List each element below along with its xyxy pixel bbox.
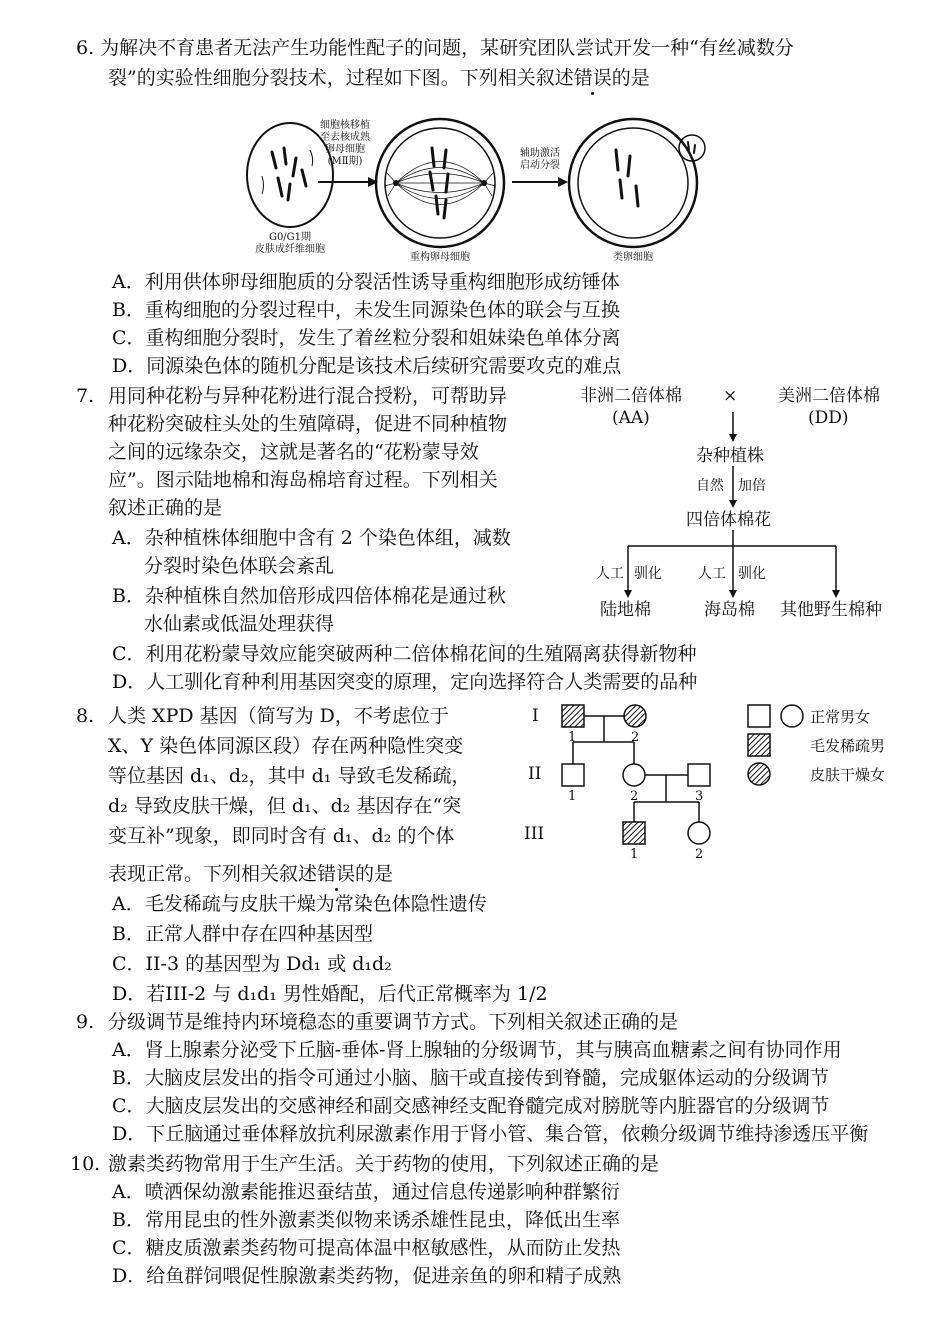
q6-cell1-label — [244, 232, 336, 256]
q8-ii-1-number: 1 — [568, 789, 577, 804]
q7-stem-line1: 用同种花粉与异种花粉进行混合授粉，可帮助异 — [108, 385, 508, 407]
q7-option-d: D．人工驯化育种利用基因突变的原理，定向选择符合人类需要的品种 — [112, 671, 698, 693]
q9-option-b: B．大脑皮层发出的指令可通过小脑、脑干或直接传到脊髓，完成躯体运动的分级调节 — [112, 1067, 829, 1089]
q7-stem-line4: 应”。图示陆地棉和海岛棉培育过程。下列相关 — [108, 469, 498, 491]
q7-parent1-genotype: (AA) — [612, 408, 650, 428]
q7-stem-line2: 种花粉突破柱头处的生殖障碍，促进不同种植物 — [108, 413, 508, 435]
q7-option-c: C．利用花粉蒙导效应能突破两种二倍体棉花间的生殖隔离获得新物种 — [112, 643, 697, 665]
q7-option-b-line2: 水仙素或低温处理获得 — [144, 613, 335, 635]
q9-option-c: C．大脑皮层发出的交感神经和副交感神经支配脊髓完成对膀胱等内脏器官的分级调节 — [112, 1095, 830, 1117]
q8-stem-line4: d₂ 导致皮肤干燥，但 d₁、d₂ 基因存在“突 — [108, 795, 462, 817]
q8-stem-line5: 变互补”现象，即同时含有 d₁、d₂ 的个体 — [108, 825, 455, 847]
q8-option-a: A．毛发稀疏与皮肤干燥为常染色体隐性遗传 — [112, 893, 487, 915]
q7-stem-line3: 之间的远缘杂交，这就是著名的“花粉蒙导效 — [108, 441, 479, 463]
q7-hybrid: 杂种植株 — [696, 446, 764, 466]
q8-number: 8. — [76, 705, 95, 727]
q8-stem-line6b: 的是 — [355, 863, 394, 885]
q8-ii-3-number: 3 — [695, 789, 704, 804]
q7-option-b-line1: B．杂种植株自然加倍形成四倍体棉花是通过秋 — [112, 585, 506, 607]
q6-option-d: D．同源染色体的随机分配是该技术后续研究需要攻克的难点 — [112, 355, 622, 377]
q7-output-sea-island-cotton: 海岛棉 — [704, 600, 755, 620]
q9-option-a: A．肾上腺素分泌受下丘脑-垂体-肾上腺轴的分级调节，其与胰高血糖素之间有协同作用 — [112, 1039, 842, 1061]
q8-iii-1-number: 1 — [630, 847, 639, 862]
q8-i-2-number: 2 — [631, 730, 640, 745]
q8-legend-sparse-hair-male: 毛发稀疏男 — [810, 737, 886, 755]
q6-step2-line2: 启动分裂 — [520, 160, 560, 171]
q8-iii-2-number: 2 — [695, 847, 704, 862]
q8-emphasis-1: 错误 — [317, 863, 356, 885]
q8-ii-2-number: 2 — [630, 789, 639, 804]
q6-step2-label — [508, 148, 572, 172]
q8-i-1-number: 1 — [568, 730, 577, 745]
q7-parent2: 美洲二倍体棉 — [778, 386, 880, 406]
q10-option-d: D．给鱼群饲喂促性腺激素类药物，促进亲鱼的卵和精子成熟 — [112, 1265, 622, 1287]
q10-number: 10. — [70, 1153, 101, 1175]
q7-parent1: 非洲二倍体棉 — [580, 386, 682, 406]
q7-domestication2-a: 人工 — [698, 566, 726, 582]
q8-stem-line2: X、Y 染色体同源区段）存在两种隐性突变 — [108, 735, 464, 757]
q8-legend-normal: 正常男女 — [810, 708, 871, 726]
q7-option-a-line2: 分裂时染色体联会紊乱 — [144, 555, 335, 577]
q7-doubling-label1: 自然 — [696, 478, 724, 494]
q6-cell1-line2: 皮肤成纤维细胞 — [255, 244, 325, 255]
q8-option-c: C．II-3 的基因型为 Dd₁ 或 d₁d₂ — [112, 953, 392, 975]
q10-stem: 激素类药物常用于生产生活。关于药物的使用，下列叙述正确的是 — [108, 1153, 660, 1175]
q7-cross-symbol: × — [723, 386, 738, 406]
q6-cell3-label: 类卵细胞 — [613, 252, 653, 263]
q6-stem-line1: 6. 为解决不育患者无法产生功能性配子的问题，某研究团队尝试开发一种“有丝减数分 — [76, 37, 794, 59]
q6-step1-line3: 卵母细胞 — [325, 144, 365, 155]
q6-step1-line2: 至去核成熟 — [320, 132, 370, 143]
q7-output-wild-cotton: 其他野生棉种 — [780, 600, 882, 620]
q7-domestication1-b: 驯化 — [634, 566, 662, 582]
q9-stem: 分级调节是维持内环境稳态的重要调节方式。下列相关叙述正确的是 — [108, 1011, 679, 1033]
q8-legend-dry-skin-female: 皮肤干燥女 — [810, 766, 886, 784]
q10-option-c: C．糖皮质激素类药物可提高体温中枢敏感性，从而防止发热 — [112, 1237, 621, 1259]
q9-number: 9. — [76, 1011, 95, 1033]
q7-parent2-genotype: (DD) — [808, 408, 849, 428]
q10-option-b: B．常用昆虫的性外激素类似物来诱杀雄性昆虫，降低出生率 — [112, 1209, 620, 1231]
q8-generation-i: I — [532, 706, 539, 726]
q7-number: 7. — [76, 385, 95, 407]
q6-option-c: C．重构细胞分裂时，发生了着丝粒分裂和姐妹染色单体分离 — [112, 327, 621, 349]
q7-stem-line5: 叙述正确的是 — [108, 497, 223, 519]
q6-step2-line1: 辅助激活 — [520, 148, 560, 159]
q8-option-d: D．若III-2 与 d₁d₁ 男性婚配，后代正常概率为 1/2 — [112, 983, 548, 1005]
q8-generation-ii: II — [528, 764, 542, 784]
q8-stem-line6 — [108, 862, 393, 886]
q6-stem-line2b: 的是 — [611, 67, 650, 89]
q7-domestication1-a: 人工 — [596, 566, 624, 582]
q7-output-upland-cotton: 陆地棉 — [600, 600, 651, 620]
q6-option-b: B．重构细胞的分裂过程中，未发生同源染色体的联会与互换 — [112, 299, 620, 321]
q6-step1-line1: 细胞核移植 — [320, 120, 370, 131]
q9-option-d: D．下丘脑通过垂体释放抗利尿激素作用于肾小管、集合管，依赖分级调节维持渗透压平衡 — [112, 1123, 869, 1145]
q6-step1-line4: (MⅡ期) — [327, 156, 363, 167]
q7-tetraploid: 四倍体棉花 — [686, 510, 771, 530]
q8-stem-line3: 等位基因 d₁、d₂，其中 d₁ 导致毛发稀疏， — [108, 765, 471, 787]
q8-stem-line6a: 表现正常。下列相关叙述 — [108, 863, 318, 885]
q7-domestication2-b: 驯化 — [738, 566, 766, 582]
q7-option-a-line1: A．杂种植株体细胞中含有 2 个染色体组，减数 — [112, 527, 511, 549]
q6-cell1-line1: G0/G1期 — [268, 232, 312, 243]
q6-option-a: A．利用供体卵母细胞质的分裂活性诱导重构细胞形成纺锤体 — [112, 271, 620, 293]
q6-cell2-label: 重构卵母细胞 — [410, 252, 470, 263]
q6-emphasis-1: 错误 — [573, 67, 612, 89]
q7-doubling-label2: 加倍 — [738, 478, 766, 494]
q10-option-a: A．喷洒保幼激素能推迟蚕结茧，通过信息传递影响种群繁衍 — [112, 1181, 620, 1203]
q8-generation-iii: III — [524, 824, 545, 844]
q6-stem-line2a: 裂”的实验性细胞分裂技术，过程如下图。下列相关叙述 — [108, 67, 574, 89]
q8-stem-line1: 人类 XPD 基因（简写为 D，不考虑位于 — [108, 705, 449, 727]
q8-option-b: B．正常人群中存在四种基因型 — [112, 923, 373, 945]
q6-stem-line2 — [108, 66, 650, 90]
q6-step1-label — [312, 120, 378, 168]
